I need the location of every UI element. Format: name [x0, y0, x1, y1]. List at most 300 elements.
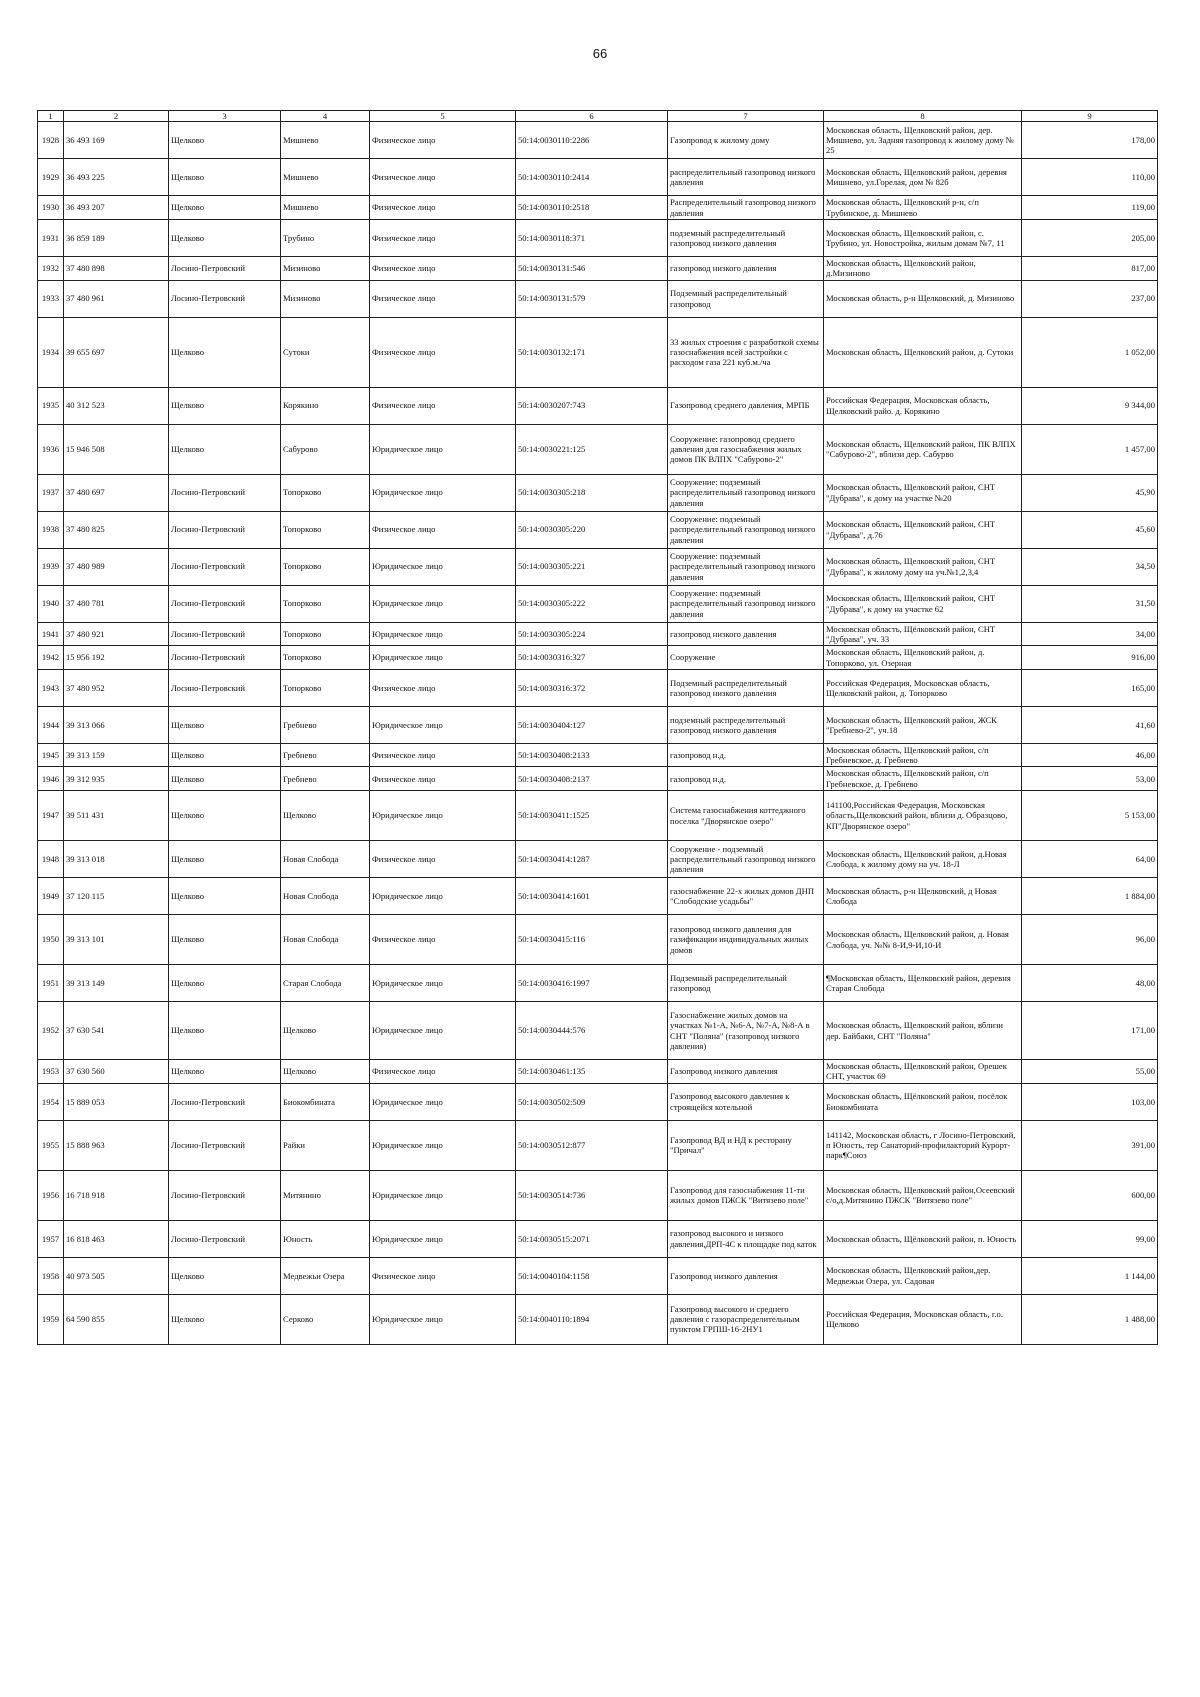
length-value-cell: 64,00 — [1022, 841, 1158, 878]
owner-type-cell: Физическое лицо — [370, 669, 516, 706]
row-number-cell: 1941 — [38, 622, 64, 646]
cadastral-number-cell: 50:14:0030132:171 — [516, 317, 668, 387]
length-value-cell: 916,00 — [1022, 646, 1158, 670]
settlement-cell: Топорково — [281, 511, 370, 548]
city-district-cell: Щелково — [169, 317, 281, 387]
row-number-cell: 1931 — [38, 219, 64, 256]
object-address-cell: Московская область, Щелковский район, с/п Гребневское, д. Гребнево — [824, 767, 1022, 791]
cadastral-number-cell: 50:14:0030207:743 — [516, 387, 668, 424]
object-address-cell: Российская Федерация, Московская область, Щелковский район, д. Топорково — [824, 669, 1022, 706]
owner-type-cell: Юридическое лицо — [370, 548, 516, 585]
owner-type-cell: Юридическое лицо — [370, 646, 516, 670]
object-description-cell: газопровод н.д. — [668, 767, 824, 791]
cadastral-number-cell: 50:14:0030305:221 — [516, 548, 668, 585]
column-header: 3 — [169, 111, 281, 122]
row-number-cell: 1930 — [38, 196, 64, 220]
registry-code-cell: 64 590 855 — [64, 1294, 169, 1344]
object-address-cell: Московская область, Щелковский район, ПК ВЛПХ "Сабурово-2", вблизи дер. Сабурво — [824, 424, 1022, 474]
length-value-cell: 34,00 — [1022, 622, 1158, 646]
settlement-cell: Топорково — [281, 669, 370, 706]
registry-code-cell: 15 889 053 — [64, 1083, 169, 1120]
owner-type-cell: Физическое лицо — [370, 122, 516, 159]
city-district-cell: Щелково — [169, 122, 281, 159]
row-number-cell: 1952 — [38, 1002, 64, 1060]
cadastral-number-cell: 50:14:0040110:1894 — [516, 1294, 668, 1344]
length-value-cell: 817,00 — [1022, 256, 1158, 280]
registry-code-cell: 37 120 115 — [64, 878, 169, 915]
owner-type-cell: Юридическое лицо — [370, 791, 516, 841]
row-number-cell: 1946 — [38, 767, 64, 791]
table-row — [38, 706, 1158, 743]
settlement-cell: Мишнево — [281, 122, 370, 159]
settlement-cell: Топорково — [281, 622, 370, 646]
object-description-cell: газопровод низкого давления для газификации индивидуальных жилых домов — [668, 915, 824, 965]
table-row — [38, 1170, 1158, 1220]
settlement-cell: Мизиново — [281, 280, 370, 317]
object-address-cell: Московская область, Щёлковский район, посёлок Биокомбината — [824, 1083, 1022, 1120]
table-body — [38, 122, 1158, 1344]
registry-code-cell: 16 818 463 — [64, 1220, 169, 1257]
row-number-cell: 1933 — [38, 280, 64, 317]
cadastral-number-cell: 50:14:0030305:224 — [516, 622, 668, 646]
cadastral-number-cell: 50:14:0030316:327 — [516, 646, 668, 670]
table-row — [38, 548, 1158, 585]
owner-type-cell: Юридическое лицо — [370, 965, 516, 1002]
object-description-cell: Подземный распределительный газопровод — [668, 965, 824, 1002]
registry-code-cell: 36 493 207 — [64, 196, 169, 220]
owner-type-cell: Юридическое лицо — [370, 1083, 516, 1120]
length-value-cell: 45,90 — [1022, 474, 1158, 511]
city-district-cell: Лосино-Петровский — [169, 1170, 281, 1220]
object-description-cell: Газопровод ВД и НД к ресторану "Причал" — [668, 1120, 824, 1170]
object-description-cell: 33 жилых строения с разработкой схемы газоснабжения всей застройки с расходом газа 221 куб.м./ча — [668, 317, 824, 387]
row-number-cell: 1958 — [38, 1257, 64, 1294]
city-district-cell: Лосино-Петровский — [169, 280, 281, 317]
cadastral-number-cell: 50:14:0030461:135 — [516, 1060, 668, 1084]
object-address-cell: Московская область, Щелковский район, с/п Гребневское, д. Гребнево — [824, 743, 1022, 767]
settlement-cell: Трубино — [281, 219, 370, 256]
cadastral-number-cell: 50:14:0030515:2071 — [516, 1220, 668, 1257]
city-district-cell: Щелково — [169, 387, 281, 424]
row-number-cell: 1938 — [38, 511, 64, 548]
table-row — [38, 1083, 1158, 1120]
row-number-cell: 1928 — [38, 122, 64, 159]
owner-type-cell: Юридическое лицо — [370, 585, 516, 622]
city-district-cell: Щелково — [169, 1257, 281, 1294]
cadastral-number-cell: 50:14:0030305:220 — [516, 511, 668, 548]
length-value-cell: 1 052,00 — [1022, 317, 1158, 387]
table-row — [38, 256, 1158, 280]
length-value-cell: 171,00 — [1022, 1002, 1158, 1060]
registry-code-cell: 37 480 697 — [64, 474, 169, 511]
cadastral-number-cell: 50:14:0030305:222 — [516, 585, 668, 622]
table-row — [38, 511, 1158, 548]
length-value-cell: 110,00 — [1022, 159, 1158, 196]
length-value-cell: 391,00 — [1022, 1120, 1158, 1170]
settlement-cell: Мишнево — [281, 159, 370, 196]
object-description-cell: Распределительный газопровод низкого давления — [668, 196, 824, 220]
row-number-cell: 1954 — [38, 1083, 64, 1120]
registry-code-cell: 39 655 697 — [64, 317, 169, 387]
object-description-cell: Система газоснабжения коттеджного поселка "Дворянское озеро" — [668, 791, 824, 841]
owner-type-cell: Физическое лицо — [370, 841, 516, 878]
row-number-cell: 1959 — [38, 1294, 64, 1344]
length-value-cell: 96,00 — [1022, 915, 1158, 965]
column-header: 1 — [38, 111, 64, 122]
registry-code-cell: 36 493 225 — [64, 159, 169, 196]
cadastral-number-cell: 50:14:0030514:736 — [516, 1170, 668, 1220]
settlement-cell: Гребнево — [281, 767, 370, 791]
registry-code-cell: 40 973 505 — [64, 1257, 169, 1294]
cadastral-number-cell: 50:14:0030416:1997 — [516, 965, 668, 1002]
table-row — [38, 1220, 1158, 1257]
object-address-cell: Московская область, Щелковский р-н, с/п Трубинское, д. Мишнево — [824, 196, 1022, 220]
owner-type-cell: Юридическое лицо — [370, 1294, 516, 1344]
table-row — [38, 219, 1158, 256]
object-description-cell: подземный распределительный газопровод низкого давления — [668, 706, 824, 743]
table-row — [38, 280, 1158, 317]
column-number-header-row — [38, 111, 1158, 122]
object-address-cell: 141100,Российская Федерация, Московская область,Щелковский район, вблизи д. Образцово, КП"Дворянское озеро" — [824, 791, 1022, 841]
table-row — [38, 669, 1158, 706]
owner-type-cell: Физическое лицо — [370, 196, 516, 220]
table-row — [38, 622, 1158, 646]
owner-type-cell: Юридическое лицо — [370, 1170, 516, 1220]
table-row — [38, 1294, 1158, 1344]
object-description-cell: Сооружение - подземный распределительный газопровод низкого давления — [668, 841, 824, 878]
length-value-cell: 1 488,00 — [1022, 1294, 1158, 1344]
table-row — [38, 1002, 1158, 1060]
settlement-cell: Гребнево — [281, 743, 370, 767]
column-header: 7 — [668, 111, 824, 122]
owner-type-cell: Физическое лицо — [370, 387, 516, 424]
owner-type-cell: Юридическое лицо — [370, 706, 516, 743]
object-description-cell: газоснабжение 22-х жилых домов ДНП "Слободские усадьбы" — [668, 878, 824, 915]
object-address-cell: Российская Федерация, Московская область, г.о. Щелково — [824, 1294, 1022, 1344]
registry-code-cell: 37 480 961 — [64, 280, 169, 317]
length-value-cell: 99,00 — [1022, 1220, 1158, 1257]
settlement-cell: Щелково — [281, 1060, 370, 1084]
cadastral-number-cell: 50:14:0030415:116 — [516, 915, 668, 965]
length-value-cell: 119,00 — [1022, 196, 1158, 220]
object-description-cell: газопровод н.д. — [668, 743, 824, 767]
city-district-cell: Лосино-Петровский — [169, 548, 281, 585]
object-address-cell: Московская область, Щёлковский район, п. Юность — [824, 1220, 1022, 1257]
object-address-cell: Московская область, Щелковский район, д.Мизиново — [824, 256, 1022, 280]
registry-code-cell: 39 511 431 — [64, 791, 169, 841]
object-description-cell: Газопровод низкого давления — [668, 1257, 824, 1294]
registry-code-cell: 39 313 018 — [64, 841, 169, 878]
owner-type-cell: Физическое лицо — [370, 159, 516, 196]
city-district-cell: Лосино-Петровский — [169, 511, 281, 548]
row-number-cell: 1945 — [38, 743, 64, 767]
registry-code-cell: 39 313 149 — [64, 965, 169, 1002]
settlement-cell: Топорково — [281, 646, 370, 670]
cadastral-number-cell: 50:14:0030118:371 — [516, 219, 668, 256]
row-number-cell: 1948 — [38, 841, 64, 878]
row-number-cell: 1947 — [38, 791, 64, 841]
settlement-cell: Топорково — [281, 474, 370, 511]
row-number-cell: 1956 — [38, 1170, 64, 1220]
row-number-cell: 1942 — [38, 646, 64, 670]
registry-code-cell: 16 718 918 — [64, 1170, 169, 1220]
row-number-cell: 1936 — [38, 424, 64, 474]
object-address-cell: Московская область, р-н Щелковский, д. Мизиново — [824, 280, 1022, 317]
table-row — [38, 1257, 1158, 1294]
registry-code-cell: 39 312 935 — [64, 767, 169, 791]
city-district-cell: Лосино-Петровский — [169, 1120, 281, 1170]
cadastral-number-cell: 50:14:0030408:2133 — [516, 743, 668, 767]
row-number-cell: 1944 — [38, 706, 64, 743]
city-district-cell: Лосино-Петровский — [169, 646, 281, 670]
length-value-cell: 178,00 — [1022, 122, 1158, 159]
column-header: 4 — [281, 111, 370, 122]
object-address-cell: Московская область, Щелковский район, СНТ "Дубрава", к дому на участке 62 — [824, 585, 1022, 622]
registry-code-cell: 37 630 560 — [64, 1060, 169, 1084]
object-address-cell: Московская область, р-н Щелковский, д Новая Слобода — [824, 878, 1022, 915]
city-district-cell: Лосино-Петровский — [169, 669, 281, 706]
registry-code-cell: 15 888 963 — [64, 1120, 169, 1170]
settlement-cell: Биокомбината — [281, 1083, 370, 1120]
column-header: 9 — [1022, 111, 1158, 122]
owner-type-cell: Физическое лицо — [370, 915, 516, 965]
object-description-cell: Сооружение: подземный распределительный газопровод низкого давления — [668, 511, 824, 548]
object-address-cell: Московская область, Щелковский район, Орешек СНТ, участок 69 — [824, 1060, 1022, 1084]
column-header: 5 — [370, 111, 516, 122]
row-number-cell: 1953 — [38, 1060, 64, 1084]
owner-type-cell: Физическое лицо — [370, 767, 516, 791]
registry-code-cell: 37 480 989 — [64, 548, 169, 585]
length-value-cell: 45,60 — [1022, 511, 1158, 548]
city-district-cell: Лосино-Петровский — [169, 1220, 281, 1257]
row-number-cell: 1932 — [38, 256, 64, 280]
table-row — [38, 915, 1158, 965]
table-row — [38, 1120, 1158, 1170]
owner-type-cell: Физическое лицо — [370, 256, 516, 280]
object-description-cell: Газопровод к жилому дому — [668, 122, 824, 159]
owner-type-cell: Физическое лицо — [370, 511, 516, 548]
settlement-cell: Новая Слобода — [281, 915, 370, 965]
table-row — [38, 841, 1158, 878]
length-value-cell: 34,50 — [1022, 548, 1158, 585]
cadastral-number-cell: 50:14:0030411:1525 — [516, 791, 668, 841]
cadastral-number-cell: 50:14:0040104:1158 — [516, 1257, 668, 1294]
city-district-cell: Щелково — [169, 915, 281, 965]
length-value-cell: 1 884,00 — [1022, 878, 1158, 915]
city-district-cell: Лосино-Петровский — [169, 622, 281, 646]
table-row — [38, 585, 1158, 622]
owner-type-cell: Физическое лицо — [370, 1257, 516, 1294]
city-district-cell: Щелково — [169, 196, 281, 220]
city-district-cell: Лосино-Петровский — [169, 1083, 281, 1120]
city-district-cell: Щелково — [169, 878, 281, 915]
settlement-cell: Серково — [281, 1294, 370, 1344]
object-description-cell: Подземный распределительный газопровод — [668, 280, 824, 317]
object-address-cell: Московская область, Щелковский район, д. Топорково, ул. Озерная — [824, 646, 1022, 670]
city-district-cell: Щелково — [169, 424, 281, 474]
registry-code-cell: 15 946 508 — [64, 424, 169, 474]
city-district-cell: Щелково — [169, 791, 281, 841]
object-address-cell: Московская область, Щелковский район, д.Новая Слобода, к жилому дому на уч. 18-Л — [824, 841, 1022, 878]
city-district-cell: Лосино-Петровский — [169, 474, 281, 511]
object-address-cell: Московская область, Щелковский район, вблизи дер. Байбаки, СНТ "Поляна" — [824, 1002, 1022, 1060]
owner-type-cell: Физическое лицо — [370, 219, 516, 256]
cadastral-number-cell: 50:14:0030110:2286 — [516, 122, 668, 159]
owner-type-cell: Юридическое лицо — [370, 1120, 516, 1170]
row-number-cell: 1957 — [38, 1220, 64, 1257]
owner-type-cell: Юридическое лицо — [370, 1002, 516, 1060]
settlement-cell: Старая Слобода — [281, 965, 370, 1002]
object-address-cell: Московская область, Щелковский район, д. Сутоки — [824, 317, 1022, 387]
city-district-cell: Лосино-Петровский — [169, 256, 281, 280]
object-address-cell: ¶Московская область, Щелковский район, деревня Старая Слобода — [824, 965, 1022, 1002]
city-district-cell: Щелково — [169, 743, 281, 767]
object-description-cell: Газопровод высокого давления к строящейся котельной — [668, 1083, 824, 1120]
city-district-cell: Щелково — [169, 1294, 281, 1344]
cadastral-number-cell: 50:14:0030502:509 — [516, 1083, 668, 1120]
settlement-cell: Топорково — [281, 548, 370, 585]
object-description-cell: Газопровод высокого и среднего давления с газораспределительным пунктом ГРПШ-16-2НУ1 — [668, 1294, 824, 1344]
settlement-cell: Щелково — [281, 1002, 370, 1060]
length-value-cell: 31,50 — [1022, 585, 1158, 622]
city-district-cell: Щелково — [169, 159, 281, 196]
length-value-cell: 48,00 — [1022, 965, 1158, 1002]
object-description-cell: Сооружение: подземный распределительный газопровод низкого давления — [668, 474, 824, 511]
object-address-cell: Московская область, Щелковский район, дер. Мишнево, ул. Задняя газопровод к жилому дому № 25 — [824, 122, 1022, 159]
city-district-cell: Щелково — [169, 767, 281, 791]
table-row — [38, 424, 1158, 474]
table-row — [38, 646, 1158, 670]
settlement-cell: Корякино — [281, 387, 370, 424]
owner-type-cell: Юридическое лицо — [370, 878, 516, 915]
city-district-cell: Щелково — [169, 965, 281, 1002]
length-value-cell: 205,00 — [1022, 219, 1158, 256]
city-district-cell: Щелково — [169, 841, 281, 878]
settlement-cell: Сутоки — [281, 317, 370, 387]
settlement-cell: Топорково — [281, 585, 370, 622]
settlement-cell: Щелково — [281, 791, 370, 841]
length-value-cell: 53,00 — [1022, 767, 1158, 791]
row-number-cell: 1939 — [38, 548, 64, 585]
length-value-cell: 1 457,00 — [1022, 424, 1158, 474]
registry-code-cell: 40 312 523 — [64, 387, 169, 424]
owner-type-cell: Физическое лицо — [370, 743, 516, 767]
settlement-cell: Медвежьи Озера — [281, 1257, 370, 1294]
owner-type-cell: Юридическое лицо — [370, 622, 516, 646]
owner-type-cell: Юридическое лицо — [370, 424, 516, 474]
object-address-cell: Московская область, Щёлковский район, СНТ "Дубрава", уч. 33 — [824, 622, 1022, 646]
cadastral-number-cell: 50:14:0030408:2137 — [516, 767, 668, 791]
object-address-cell: 141142, Московская область, г Лосино-Петровский, п Юность, тер Санаторий-профилакторий Курорт-парк¶Союз — [824, 1120, 1022, 1170]
length-value-cell: 55,00 — [1022, 1060, 1158, 1084]
object-address-cell: Московская область, Щелковский район, д. Новая Слобода, уч. №№ 8-И,9-И,10-И — [824, 915, 1022, 965]
registry-code-cell: 37 480 952 — [64, 669, 169, 706]
table-row — [38, 387, 1158, 424]
city-district-cell: Щелково — [169, 1060, 281, 1084]
settlement-cell: Райки — [281, 1120, 370, 1170]
length-value-cell: 103,00 — [1022, 1083, 1158, 1120]
object-description-cell: Сооружение: подземный распределительный газопровод низкого давления — [668, 585, 824, 622]
object-address-cell: Московская область, Щелковский район,Осеевский с/о,д.Митянино ПЖСК "Витязево поле" — [824, 1170, 1022, 1220]
length-value-cell: 600,00 — [1022, 1170, 1158, 1220]
cadastral-number-cell: 50:14:0030404:127 — [516, 706, 668, 743]
cadastral-number-cell: 50:14:0030414:1601 — [516, 878, 668, 915]
owner-type-cell: Физическое лицо — [370, 280, 516, 317]
column-header: 2 — [64, 111, 169, 122]
cadastral-number-cell: 50:14:0030131:546 — [516, 256, 668, 280]
length-value-cell: 1 144,00 — [1022, 1257, 1158, 1294]
object-description-cell: Подземный распределительный газопровод низкого давления — [668, 669, 824, 706]
row-number-cell: 1943 — [38, 669, 64, 706]
settlement-cell: Мизиново — [281, 256, 370, 280]
table-row — [38, 767, 1158, 791]
row-number-cell: 1935 — [38, 387, 64, 424]
object-description-cell: Газоснабжение жилых домов на участках №1-А, №6-А, №7-А, №8-А в СНТ "Поляна" (газопровод низкого давления) — [668, 1002, 824, 1060]
object-address-cell: Московская область, Щелковский район, с. Трубино, ул. Новостройка, жилым домам №7, 11 — [824, 219, 1022, 256]
table-row — [38, 878, 1158, 915]
length-value-cell: 41,60 — [1022, 706, 1158, 743]
registry-code-cell: 15 956 192 — [64, 646, 169, 670]
registry-code-cell: 37 480 898 — [64, 256, 169, 280]
table-row — [38, 196, 1158, 220]
table-row — [38, 122, 1158, 159]
row-number-cell: 1951 — [38, 965, 64, 1002]
object-address-cell: Московская область, Щелковский район, СНТ "Дубрава", д.76 — [824, 511, 1022, 548]
settlement-cell: Новая Слобода — [281, 878, 370, 915]
object-description-cell: Газопровод низкого давления — [668, 1060, 824, 1084]
table-row — [38, 1060, 1158, 1084]
row-number-cell: 1934 — [38, 317, 64, 387]
length-value-cell: 5 153,00 — [1022, 791, 1158, 841]
city-district-cell: Щелково — [169, 219, 281, 256]
cadastral-number-cell: 50:14:0030512:877 — [516, 1120, 668, 1170]
cadastral-number-cell: 50:14:0030110:2518 — [516, 196, 668, 220]
object-description-cell: газопровод низкого давления — [668, 256, 824, 280]
owner-type-cell: Физическое лицо — [370, 1060, 516, 1084]
length-value-cell: 237,00 — [1022, 280, 1158, 317]
row-number-cell: 1940 — [38, 585, 64, 622]
table-row — [38, 791, 1158, 841]
owner-type-cell: Юридическое лицо — [370, 474, 516, 511]
object-description-cell: Сооружение: газопровод среднего давления для газоснабжения жилых домов ПК ВЛПХ "Сабурово-2" — [668, 424, 824, 474]
registry-code-cell: 37 480 825 — [64, 511, 169, 548]
settlement-cell: Сабурово — [281, 424, 370, 474]
cadastral-number-cell: 50:14:0030444:576 — [516, 1002, 668, 1060]
object-address-cell: Московская область, Щелковский район, ЖСК "Гребнево-2", уч.18 — [824, 706, 1022, 743]
registry-code-cell: 36 493 169 — [64, 122, 169, 159]
table-row — [38, 159, 1158, 196]
settlement-cell: Гребнево — [281, 706, 370, 743]
table-row — [38, 743, 1158, 767]
owner-type-cell: Физическое лицо — [370, 317, 516, 387]
object-address-cell: Московская область, Щелковский район, СНТ "Дубрава", к дому на участке №20 — [824, 474, 1022, 511]
column-header: 8 — [824, 111, 1022, 122]
length-value-cell: 165,00 — [1022, 669, 1158, 706]
cadastral-number-cell: 50:14:0030414:1287 — [516, 841, 668, 878]
cadastral-number-cell: 50:14:0030305:218 — [516, 474, 668, 511]
object-description-cell: газопровод низкого давления — [668, 622, 824, 646]
registry-code-cell: 39 313 066 — [64, 706, 169, 743]
table-row — [38, 965, 1158, 1002]
gas-pipeline-registry-table — [37, 110, 1158, 1345]
city-district-cell: Лосино-Петровский — [169, 585, 281, 622]
object-description-cell: Газопровод для газоснабжения 11-ти жилых домов ПЖСК "Витязево поле" — [668, 1170, 824, 1220]
object-description-cell: Сооружение — [668, 646, 824, 670]
registry-code-cell: 37 480 781 — [64, 585, 169, 622]
cadastral-number-cell: 50:14:0030110:2414 — [516, 159, 668, 196]
table-row — [38, 474, 1158, 511]
table-row — [38, 317, 1158, 387]
